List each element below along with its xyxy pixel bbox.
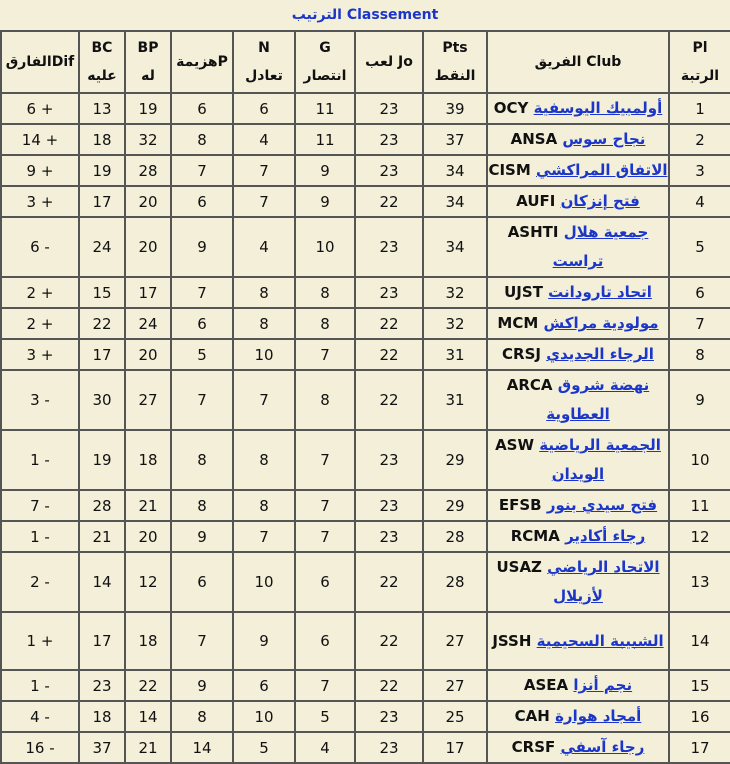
- cell-club: [487, 277, 669, 308]
- cell-dif: 14 +: [1, 124, 79, 155]
- cell-g: 7: [295, 490, 355, 521]
- cell-dif: 1 +: [1, 612, 79, 670]
- cell-rank: 1: [669, 93, 730, 124]
- cell-bc: 28: [79, 490, 125, 521]
- cell-club: [487, 93, 669, 124]
- cell-p: 8: [171, 490, 233, 521]
- cell-bp: 20: [125, 186, 171, 217]
- cell-bp: 20: [125, 217, 171, 277]
- cell-club: [487, 217, 669, 277]
- cell-bc: 37: [79, 732, 125, 763]
- club-abbr: USAZ: [496, 558, 542, 576]
- table-row: [1, 186, 730, 217]
- table-row: [1, 370, 730, 430]
- cell-club: [487, 552, 669, 612]
- club-abbr: ASW: [495, 436, 535, 454]
- cell-g: 8: [295, 370, 355, 430]
- cell-pts: 28: [423, 552, 487, 612]
- cell-g: 7: [295, 521, 355, 552]
- cell-g: 6: [295, 612, 355, 670]
- cell-rank: 8: [669, 339, 730, 370]
- cell-p: 7: [171, 155, 233, 186]
- club-link[interactable]: نهضة شروق العطاوية: [546, 376, 650, 423]
- standings-table: [0, 30, 730, 764]
- cell-club: [487, 370, 669, 430]
- cell-pts: 34: [423, 217, 487, 277]
- cell-pts: 17: [423, 732, 487, 763]
- cell-club: [487, 430, 669, 490]
- table-row: [1, 277, 730, 308]
- cell-club: [487, 186, 669, 217]
- cell-p: 9: [171, 521, 233, 552]
- header-bc: BC عليه: [79, 31, 125, 93]
- cell-jo: 23: [355, 490, 423, 521]
- cell-g: 5: [295, 701, 355, 732]
- cell-jo: 23: [355, 155, 423, 186]
- cell-dif: 7 -: [1, 490, 79, 521]
- cell-g: 7: [295, 430, 355, 490]
- cell-dif: 1 -: [1, 521, 79, 552]
- cell-rank: 15: [669, 670, 730, 701]
- cell-club: [487, 155, 669, 186]
- club-abbr: ARCA: [506, 376, 553, 394]
- cell-n: 10: [233, 701, 295, 732]
- cell-club: [487, 308, 669, 339]
- cell-n: 4: [233, 217, 295, 277]
- cell-rank: 10: [669, 430, 730, 490]
- club-abbr: RCMA: [510, 527, 560, 545]
- cell-rank: 2: [669, 124, 730, 155]
- cell-g: 9: [295, 186, 355, 217]
- cell-n: 6: [233, 93, 295, 124]
- cell-rank: 4: [669, 186, 730, 217]
- cell-jo: 23: [355, 732, 423, 763]
- cell-jo: 22: [355, 186, 423, 217]
- cell-n: 8: [233, 430, 295, 490]
- header-p: هزيمةP: [171, 31, 233, 93]
- cell-bp: 32: [125, 124, 171, 155]
- cell-rank: 17: [669, 732, 730, 763]
- club-link[interactable]: الجمعية الرياضية الويدان: [539, 436, 661, 483]
- cell-bc: 30: [79, 370, 125, 430]
- cell-pts: 29: [423, 490, 487, 521]
- cell-club: [487, 124, 669, 155]
- header-pl: Pl الرتبة: [669, 31, 730, 93]
- cell-dif: 3 +: [1, 339, 79, 370]
- cell-p: 8: [171, 124, 233, 155]
- cell-rank: 7: [669, 308, 730, 339]
- cell-p: 5: [171, 339, 233, 370]
- cell-p: 6: [171, 552, 233, 612]
- cell-pts: 27: [423, 670, 487, 701]
- club-link[interactable]: أمجاد هوارة: [555, 707, 642, 725]
- cell-n: 5: [233, 732, 295, 763]
- cell-pts: 25: [423, 701, 487, 732]
- table-row: [1, 670, 730, 701]
- cell-bc: 17: [79, 186, 125, 217]
- cell-p: 6: [171, 186, 233, 217]
- club-link[interactable]: رجاء آسفي: [560, 738, 645, 756]
- cell-jo: 23: [355, 93, 423, 124]
- cell-pts: 37: [423, 124, 487, 155]
- cell-bp: 14: [125, 701, 171, 732]
- cell-jo: 23: [355, 521, 423, 552]
- cell-p: 6: [171, 93, 233, 124]
- cell-p: 7: [171, 370, 233, 430]
- cell-pts: 39: [423, 93, 487, 124]
- cell-bc: 14: [79, 552, 125, 612]
- cell-jo: 22: [355, 308, 423, 339]
- cell-bc: 19: [79, 155, 125, 186]
- cell-club: [487, 701, 669, 732]
- cell-pts: 31: [423, 339, 487, 370]
- club-abbr: OCY: [493, 99, 529, 117]
- cell-pts: 32: [423, 277, 487, 308]
- cell-p: 14: [171, 732, 233, 763]
- cell-jo: 22: [355, 670, 423, 701]
- cell-rank: 9: [669, 370, 730, 430]
- header-g: G انتصار: [295, 31, 355, 93]
- cell-bp: 28: [125, 155, 171, 186]
- cell-bc: 22: [79, 308, 125, 339]
- cell-pts: 34: [423, 186, 487, 217]
- club-link[interactable]: نجم أنزا: [573, 676, 633, 694]
- cell-dif: 3 +: [1, 186, 79, 217]
- cell-bp: 22: [125, 670, 171, 701]
- page-title: الترتيب Classement: [291, 7, 439, 23]
- table-row: [1, 732, 730, 763]
- cell-g: 8: [295, 277, 355, 308]
- club-link[interactable]: الاتحاد الرياضي لأزيلال: [547, 558, 660, 605]
- cell-bp: 18: [125, 430, 171, 490]
- cell-bp: 19: [125, 93, 171, 124]
- cell-dif: 9 +: [1, 155, 79, 186]
- cell-rank: 14: [669, 612, 730, 670]
- cell-club: [487, 339, 669, 370]
- cell-jo: 23: [355, 430, 423, 490]
- cell-g: 10: [295, 217, 355, 277]
- cell-jo: 23: [355, 217, 423, 277]
- club-link[interactable]: اتحاد تارودانت: [548, 283, 652, 301]
- cell-rank: 13: [669, 552, 730, 612]
- table-row: [1, 490, 730, 521]
- club-abbr: ANSA: [510, 130, 558, 148]
- cell-jo: 23: [355, 277, 423, 308]
- club-abbr: EFSB: [498, 496, 542, 514]
- cell-dif: 4 -: [1, 701, 79, 732]
- cell-g: 11: [295, 93, 355, 124]
- cell-g: 6: [295, 552, 355, 612]
- table-row: [1, 521, 730, 552]
- cell-bc: 17: [79, 612, 125, 670]
- club-abbr: MCM: [497, 314, 539, 332]
- cell-pts: 32: [423, 308, 487, 339]
- cell-rank: 12: [669, 521, 730, 552]
- cell-n: 7: [233, 186, 295, 217]
- cell-rank: 5: [669, 217, 730, 277]
- club-link[interactable]: مولودية مراكش: [543, 314, 659, 332]
- cell-p: 7: [171, 612, 233, 670]
- cell-n: 8: [233, 490, 295, 521]
- cell-bc: 13: [79, 93, 125, 124]
- cell-n: 8: [233, 277, 295, 308]
- cell-club: [487, 670, 669, 701]
- cell-bp: 20: [125, 339, 171, 370]
- table-row: [1, 612, 730, 670]
- cell-bp: 24: [125, 308, 171, 339]
- cell-dif: 1 -: [1, 670, 79, 701]
- cell-club: [487, 521, 669, 552]
- header-pts: Pts النقط: [423, 31, 487, 93]
- cell-n: 6: [233, 670, 295, 701]
- table-row: [1, 552, 730, 612]
- cell-p: 6: [171, 308, 233, 339]
- cell-g: 7: [295, 670, 355, 701]
- cell-n: 7: [233, 370, 295, 430]
- cell-bp: 21: [125, 732, 171, 763]
- cell-dif: 6 +: [1, 93, 79, 124]
- cell-g: 8: [295, 308, 355, 339]
- cell-club: [487, 732, 669, 763]
- header-n: N تعادل: [233, 31, 295, 93]
- table-row: [1, 339, 730, 370]
- cell-g: 7: [295, 339, 355, 370]
- club-abbr: AUFI: [516, 192, 556, 210]
- cell-pts: 29: [423, 430, 487, 490]
- cell-bp: 18: [125, 612, 171, 670]
- cell-n: 7: [233, 155, 295, 186]
- header-dif: الفارقDif: [1, 31, 79, 93]
- club-link[interactable]: أولمبيك اليوسفية: [533, 99, 663, 117]
- cell-n: 10: [233, 552, 295, 612]
- club-link[interactable]: نجاح سوس: [562, 130, 646, 148]
- table-row: [1, 155, 730, 186]
- cell-rank: 3: [669, 155, 730, 186]
- cell-bp: 21: [125, 490, 171, 521]
- cell-rank: 11: [669, 490, 730, 521]
- cell-n: 8: [233, 308, 295, 339]
- cell-g: 9: [295, 155, 355, 186]
- cell-n: 9: [233, 612, 295, 670]
- club-abbr: UJST: [504, 283, 543, 301]
- cell-dif: 3 -: [1, 370, 79, 430]
- club-link[interactable]: جمعية هلال تراست: [552, 223, 649, 270]
- header-club: الفريق Club: [487, 31, 669, 93]
- cell-dif: 2 +: [1, 308, 79, 339]
- cell-bc: 15: [79, 277, 125, 308]
- club-abbr: CISM: [488, 161, 531, 179]
- club-abbr: CRSJ: [502, 345, 541, 363]
- cell-pts: 28: [423, 521, 487, 552]
- cell-dif: 16 -: [1, 732, 79, 763]
- table-row: [1, 308, 730, 339]
- cell-bc: 21: [79, 521, 125, 552]
- cell-jo: 22: [355, 339, 423, 370]
- cell-bp: 12: [125, 552, 171, 612]
- cell-club: [487, 490, 669, 521]
- cell-bp: 20: [125, 521, 171, 552]
- cell-bc: 17: [79, 339, 125, 370]
- club-abbr: CAH: [514, 707, 550, 725]
- cell-dif: 2 +: [1, 277, 79, 308]
- cell-g: 11: [295, 124, 355, 155]
- cell-dif: 1 -: [1, 430, 79, 490]
- cell-bc: 23: [79, 670, 125, 701]
- cell-p: 7: [171, 277, 233, 308]
- table-row: [1, 217, 730, 277]
- header-bp: BP له: [125, 31, 171, 93]
- club-abbr: JSSH: [492, 631, 532, 650]
- cell-bp: 27: [125, 370, 171, 430]
- cell-jo: 22: [355, 370, 423, 430]
- cell-bc: 24: [79, 217, 125, 277]
- cell-jo: 23: [355, 701, 423, 732]
- header-jo: لعب Jo: [355, 31, 423, 93]
- cell-rank: 6: [669, 277, 730, 308]
- cell-dif: 2 -: [1, 552, 79, 612]
- cell-pts: 34: [423, 155, 487, 186]
- cell-bp: 17: [125, 277, 171, 308]
- club-abbr: ASHTI: [507, 223, 559, 241]
- header-row: [1, 31, 730, 93]
- cell-jo: 22: [355, 612, 423, 670]
- club-link[interactable]: الشبيبة السحيمية: [536, 631, 664, 650]
- cell-pts: 27: [423, 612, 487, 670]
- table-row: [1, 124, 730, 155]
- cell-n: 7: [233, 521, 295, 552]
- cell-jo: 23: [355, 124, 423, 155]
- cell-rank: 16: [669, 701, 730, 732]
- table-row: [1, 93, 730, 124]
- club-abbr: ASEA: [523, 676, 569, 694]
- cell-n: 4: [233, 124, 295, 155]
- cell-pts: 31: [423, 370, 487, 430]
- cell-n: 10: [233, 339, 295, 370]
- cell-jo: 22: [355, 552, 423, 612]
- cell-p: 8: [171, 430, 233, 490]
- cell-p: 9: [171, 217, 233, 277]
- table-row: [1, 430, 730, 490]
- cell-bc: 18: [79, 701, 125, 732]
- club-link[interactable]: فتح سيدي بنور: [546, 496, 658, 514]
- cell-bc: 18: [79, 124, 125, 155]
- standings-body: [1, 93, 730, 763]
- club-link[interactable]: رجاء أكادير: [565, 527, 646, 545]
- cell-dif: 6 -: [1, 217, 79, 277]
- club-abbr: CRSF: [511, 738, 556, 756]
- club-link[interactable]: الرجاء الجديدي: [546, 345, 654, 363]
- cell-g: 4: [295, 732, 355, 763]
- cell-p: 9: [171, 670, 233, 701]
- club-link[interactable]: فتح إنزكان: [560, 192, 640, 210]
- cell-bc: 19: [79, 430, 125, 490]
- table-row: [1, 701, 730, 732]
- cell-club: [487, 612, 669, 670]
- cell-p: 8: [171, 701, 233, 732]
- club-link[interactable]: الاتفاق المراكشي: [536, 161, 668, 179]
